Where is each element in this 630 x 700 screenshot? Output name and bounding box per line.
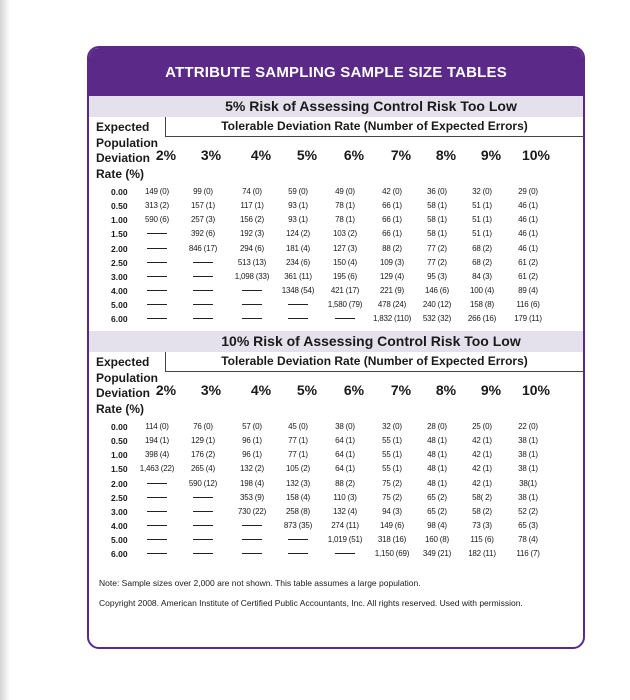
not-applicable-dash bbox=[181, 314, 225, 323]
sample-size-cell: 349 (21) bbox=[422, 549, 452, 558]
sample-size-cell: 42 (0) bbox=[382, 187, 402, 196]
notes bbox=[99, 577, 573, 610]
dash-line bbox=[147, 497, 167, 498]
sample-size-cell: 149 (6) bbox=[380, 521, 404, 530]
rate-header: 3% bbox=[200, 382, 222, 398]
header-left-line: Rate (%) bbox=[96, 166, 145, 181]
rate-header: 2% bbox=[155, 382, 177, 398]
rate-header: 6% bbox=[343, 382, 365, 398]
sample-size-cell: 110 (3) bbox=[333, 493, 357, 502]
sample-size-cell: 89 (4) bbox=[518, 286, 538, 295]
sample-size-cell: 115 (6) bbox=[470, 535, 494, 544]
sample-size-cell: 48 (1) bbox=[427, 436, 447, 445]
page-edge-shadow bbox=[0, 0, 10, 700]
header-left-line: Population bbox=[96, 370, 158, 385]
sample-size-cell: 64 (1) bbox=[335, 436, 355, 445]
deviation-rate-cell: 6.00 bbox=[111, 549, 128, 559]
sample-size-cell: 182 (11) bbox=[468, 549, 496, 558]
deviation-rate-cell: 0.00 bbox=[111, 187, 128, 197]
not-applicable-dash bbox=[230, 535, 274, 544]
sample-size-cell: 149 (0) bbox=[145, 187, 169, 196]
header-left-line: Population bbox=[96, 135, 158, 150]
sample-size-cell: 1,832 (110) bbox=[372, 314, 412, 323]
rate-header: 7% bbox=[390, 147, 412, 163]
sample-size-cell: 116 (7) bbox=[516, 549, 540, 558]
not-applicable-dash bbox=[181, 272, 225, 281]
not-applicable-dash bbox=[230, 521, 274, 530]
sample-size-cell: 46 (1) bbox=[518, 244, 538, 253]
dash-line bbox=[242, 290, 262, 291]
not-applicable-dash bbox=[181, 535, 225, 544]
sample-size-cell: 38 (1) bbox=[518, 436, 538, 445]
sample-size-cell: 221 (9) bbox=[380, 286, 404, 295]
deviation-rate-cell: 1.50 bbox=[111, 229, 128, 239]
sample-size-cell: 45 (0) bbox=[288, 422, 308, 431]
dash-line bbox=[193, 262, 213, 263]
sample-size-cell: 88 (2) bbox=[335, 479, 355, 488]
sample-size-cell: 1,019 (51) bbox=[327, 535, 363, 544]
sample-size-cell: 313 (2) bbox=[145, 201, 169, 210]
dash-line bbox=[147, 318, 167, 319]
rate-header: 7% bbox=[390, 382, 412, 398]
sample-size-cell: 109 (3) bbox=[380, 258, 404, 267]
sample-size-cell: 46 (1) bbox=[518, 215, 538, 224]
sample-size-cell: 96 (1) bbox=[242, 436, 262, 445]
sample-size-cell: 132 (4) bbox=[333, 507, 357, 516]
sample-size-cell: 158 (4) bbox=[286, 493, 310, 502]
rate-header: 4% bbox=[250, 147, 272, 163]
sample-size-cell: 265 (4) bbox=[191, 464, 215, 473]
not-applicable-dash bbox=[181, 493, 225, 502]
sample-size-cell: 361 (11) bbox=[284, 272, 312, 281]
dash-line bbox=[193, 318, 213, 319]
sample-size-cell: 52 (2) bbox=[518, 507, 538, 516]
sample-size-cell: 478 (24) bbox=[377, 300, 407, 309]
sample-size-cell: 93 (1) bbox=[288, 201, 308, 210]
not-applicable-dash bbox=[181, 521, 225, 530]
section-ten-percent-risk bbox=[89, 331, 583, 566]
sample-size-cell: 114 (0) bbox=[145, 422, 169, 431]
sample-size-cell: 160 (8) bbox=[425, 535, 449, 544]
sample-size-cell: 132 (3) bbox=[286, 479, 310, 488]
table-frame bbox=[87, 46, 585, 649]
sample-size-cell: 258 (8) bbox=[286, 507, 310, 516]
header-left-line: Expected bbox=[96, 355, 150, 369]
sample-size-cell: 46 (1) bbox=[518, 229, 538, 238]
tolerable-deviation-rate-header: Tolerable Deviation Rate (Number of Expected Errors) bbox=[165, 352, 583, 372]
sample-size-cell: 127 (3) bbox=[333, 244, 357, 253]
sample-size-cell: 48 (1) bbox=[427, 479, 447, 488]
sample-size-cell: 65 (2) bbox=[427, 493, 447, 502]
sample-size-cell: 61 (2) bbox=[518, 258, 538, 267]
sample-size-cell: 58 (1) bbox=[427, 229, 447, 238]
dash-line bbox=[288, 318, 308, 319]
sample-size-cell: 95 (3) bbox=[427, 272, 447, 281]
sample-size-cell: 117 (1) bbox=[240, 201, 264, 210]
sample-size-cell: 181 (4) bbox=[286, 244, 310, 253]
not-applicable-dash bbox=[230, 549, 274, 558]
not-applicable-dash bbox=[276, 549, 320, 558]
sample-size-cell: 51 (1) bbox=[472, 201, 492, 210]
sample-size-cell: 59 (0) bbox=[288, 187, 308, 196]
sample-size-cell: 274 (11) bbox=[331, 521, 359, 530]
not-applicable-dash bbox=[135, 314, 179, 323]
section-five-percent-risk bbox=[89, 96, 583, 331]
not-applicable-dash bbox=[135, 479, 179, 488]
not-applicable-dash bbox=[230, 286, 274, 295]
not-applicable-dash bbox=[181, 300, 225, 309]
sample-size-cell: 28 (0) bbox=[427, 422, 447, 431]
not-applicable-dash bbox=[323, 549, 367, 558]
sample-size-cell: 36 (0) bbox=[427, 187, 447, 196]
deviation-rate-cell: 2.50 bbox=[111, 493, 128, 503]
sample-size-cell: 266 (16) bbox=[467, 314, 497, 323]
copyright-text: Copyright 2008. American Institute of Certified Public Accountants, Inc. All rights reserved. Used with permission. bbox=[99, 598, 523, 608]
dash-line bbox=[147, 304, 167, 305]
dash-line bbox=[193, 553, 213, 554]
sample-size-cell: 77 (1) bbox=[288, 450, 308, 459]
not-applicable-dash bbox=[135, 244, 179, 253]
sample-size-cell: 55 (1) bbox=[382, 464, 402, 473]
dash-line bbox=[147, 276, 167, 277]
sample-size-cell: 29 (0) bbox=[518, 187, 538, 196]
deviation-rate-cell: 3.00 bbox=[111, 507, 128, 517]
dash-line bbox=[147, 483, 167, 484]
dash-line bbox=[147, 262, 167, 263]
sample-size-cell: 398 (4) bbox=[145, 450, 169, 459]
sample-size-cell: 75 (2) bbox=[382, 493, 402, 502]
dash-line bbox=[147, 233, 167, 234]
sample-size-cell: 66 (1) bbox=[382, 215, 402, 224]
deviation-rate-cell: 0.50 bbox=[111, 436, 128, 446]
sample-size-cell: 38 (1) bbox=[518, 493, 538, 502]
sample-size-cell: 294 (6) bbox=[240, 244, 264, 253]
dash-line bbox=[147, 539, 167, 540]
deviation-rate-cell: 1.00 bbox=[111, 215, 128, 225]
deviation-rate-cell: 0.00 bbox=[111, 422, 128, 432]
sample-size-cell: 158 (8) bbox=[470, 300, 494, 309]
dash-line bbox=[193, 276, 213, 277]
sample-size-cell: 84 (3) bbox=[472, 272, 492, 281]
sample-size-cell: 73 (3) bbox=[472, 521, 492, 530]
rate-header: 9% bbox=[480, 147, 502, 163]
deviation-rate-cell: 6.00 bbox=[111, 314, 128, 324]
tolerable-deviation-rate-header: Tolerable Deviation Rate (Number of Expected Errors) bbox=[165, 117, 583, 137]
deviation-rate-cell: 1.00 bbox=[111, 450, 128, 460]
sample-size-cell: 77 (2) bbox=[427, 258, 447, 267]
sample-size-cell: 25 (0) bbox=[472, 422, 492, 431]
dash-line bbox=[242, 525, 262, 526]
not-applicable-dash bbox=[230, 314, 274, 323]
not-applicable-dash bbox=[135, 507, 179, 516]
dash-line bbox=[193, 511, 213, 512]
sample-size-cell: 65 (2) bbox=[427, 507, 447, 516]
sample-size-cell: 68 (2) bbox=[472, 258, 492, 267]
sample-size-cell: 42 (1) bbox=[472, 464, 492, 473]
sample-size-cell: 51 (1) bbox=[472, 215, 492, 224]
deviation-rate-cell: 2.00 bbox=[111, 479, 128, 489]
section-header bbox=[89, 352, 583, 416]
deviation-rate-cell: 3.00 bbox=[111, 272, 128, 282]
sample-size-cell: 58 (1) bbox=[427, 201, 447, 210]
sections-container bbox=[89, 96, 583, 566]
sample-size-cell: 48 (1) bbox=[427, 450, 447, 459]
sample-size-cell: 22 (0) bbox=[518, 422, 538, 431]
dash-line bbox=[193, 525, 213, 526]
sample-size-cell: 1,580 (79) bbox=[327, 300, 363, 309]
sample-size-cell: 99 (0) bbox=[193, 187, 213, 196]
sample-size-table-body bbox=[89, 181, 583, 331]
header-left-line: Deviation bbox=[96, 151, 151, 165]
sample-size-cell: 116 (6) bbox=[516, 300, 540, 309]
sample-size-cell: 590 (6) bbox=[145, 215, 169, 224]
sample-size-cell: 64 (1) bbox=[335, 450, 355, 459]
sample-size-cell: 46 (1) bbox=[518, 201, 538, 210]
sample-size-cell: 194 (1) bbox=[145, 436, 169, 445]
sample-size-cell: 105 (2) bbox=[286, 464, 310, 473]
sample-size-cell: 1,463 (22) bbox=[139, 464, 175, 473]
rate-header: 8% bbox=[435, 382, 457, 398]
rate-header: 5% bbox=[296, 382, 318, 398]
dash-line bbox=[335, 553, 355, 554]
sample-size-cell: 61 (2) bbox=[518, 272, 538, 281]
sample-size-cell: 146 (6) bbox=[425, 286, 449, 295]
not-applicable-dash bbox=[276, 314, 320, 323]
deviation-rate-cell: 4.00 bbox=[111, 286, 128, 296]
rate-column-headers bbox=[155, 147, 583, 167]
table-title: ATTRIBUTE SAMPLING SAMPLE SIZE TABLES bbox=[89, 48, 583, 96]
sample-size-cell: 55 (1) bbox=[382, 450, 402, 459]
dash-line bbox=[242, 304, 262, 305]
sample-size-cell: 66 (1) bbox=[382, 201, 402, 210]
deviation-rate-cell: 5.00 bbox=[111, 535, 128, 545]
sample-size-cell: 38 (0) bbox=[335, 422, 355, 431]
rate-column-headers bbox=[155, 382, 583, 402]
sample-size-cell: 42 (1) bbox=[472, 450, 492, 459]
sample-size-cell: 192 (3) bbox=[240, 229, 264, 238]
dash-line bbox=[193, 497, 213, 498]
not-applicable-dash bbox=[135, 549, 179, 558]
header-left-line: Deviation bbox=[96, 386, 151, 400]
deviation-rate-cell: 5.00 bbox=[111, 300, 128, 310]
sample-size-cell: 129 (4) bbox=[380, 272, 404, 281]
not-applicable-dash bbox=[135, 535, 179, 544]
sample-size-cell: 78 (1) bbox=[335, 215, 355, 224]
sample-size-cell: 157 (1) bbox=[191, 201, 215, 210]
sample-size-cell: 198 (4) bbox=[240, 479, 264, 488]
sample-size-cell: 32 (0) bbox=[382, 422, 402, 431]
sample-size-table-body bbox=[89, 416, 583, 566]
sample-size-cell: 38 (1) bbox=[518, 464, 538, 473]
sample-size-cell: 257 (3) bbox=[191, 215, 215, 224]
sample-size-cell: 57 (0) bbox=[242, 422, 262, 431]
sample-size-cell: 51 (1) bbox=[472, 229, 492, 238]
sample-size-cell: 179 (11) bbox=[514, 314, 542, 323]
note-text: Note: Sample sizes over 2,000 are not shown. This table assumes a large population. bbox=[99, 578, 421, 588]
dash-line bbox=[242, 539, 262, 540]
sample-size-cell: 78 (1) bbox=[335, 201, 355, 210]
sample-size-cell: 195 (6) bbox=[333, 272, 357, 281]
not-applicable-dash bbox=[181, 286, 225, 295]
section-title: 10% Risk of Assessing Control Risk Too Low bbox=[89, 331, 583, 352]
sample-size-cell: 64 (1) bbox=[335, 464, 355, 473]
sample-size-cell: 132 (2) bbox=[240, 464, 264, 473]
dash-line bbox=[193, 290, 213, 291]
deviation-rate-cell: 4.00 bbox=[111, 521, 128, 531]
dash-line bbox=[288, 553, 308, 554]
sample-size-cell: 100 (4) bbox=[470, 286, 494, 295]
dash-line bbox=[242, 318, 262, 319]
dash-line bbox=[147, 511, 167, 512]
sample-size-cell: 38(1) bbox=[519, 479, 537, 488]
sample-size-cell: 75 (2) bbox=[382, 479, 402, 488]
sample-size-cell: 93 (1) bbox=[288, 215, 308, 224]
sample-size-cell: 98 (4) bbox=[427, 521, 447, 530]
rate-header: 8% bbox=[435, 147, 457, 163]
dash-line bbox=[147, 248, 167, 249]
sample-size-cell: 1348 (54) bbox=[281, 286, 315, 295]
rate-header: 3% bbox=[200, 147, 222, 163]
sample-size-cell: 1,150 (69) bbox=[374, 549, 410, 558]
dash-line bbox=[288, 539, 308, 540]
sample-size-cell: 392 (6) bbox=[191, 229, 215, 238]
sample-size-cell: 42 (1) bbox=[472, 479, 492, 488]
not-applicable-dash bbox=[135, 258, 179, 267]
sample-size-cell: 730 (22) bbox=[237, 507, 267, 516]
dash-line bbox=[147, 525, 167, 526]
not-applicable-dash bbox=[135, 493, 179, 502]
rate-header: 6% bbox=[343, 147, 365, 163]
rate-header: 4% bbox=[250, 382, 272, 398]
sample-size-cell: 78 (4) bbox=[518, 535, 538, 544]
deviation-rate-cell: 2.00 bbox=[111, 244, 128, 254]
sample-size-cell: 94 (3) bbox=[382, 507, 402, 516]
rate-header: 10% bbox=[521, 382, 551, 398]
sample-size-cell: 234 (6) bbox=[286, 258, 310, 267]
sample-size-cell: 176 (2) bbox=[191, 450, 215, 459]
sample-size-cell: 124 (2) bbox=[286, 229, 310, 238]
rate-header: 10% bbox=[521, 147, 551, 163]
sample-size-cell: 150 (4) bbox=[333, 258, 357, 267]
dash-line bbox=[242, 553, 262, 554]
sample-size-cell: 58 (1) bbox=[427, 215, 447, 224]
sample-size-cell: 532 (32) bbox=[422, 314, 452, 323]
not-applicable-dash bbox=[135, 286, 179, 295]
dash-line bbox=[147, 290, 167, 291]
dash-line bbox=[335, 318, 355, 319]
not-applicable-dash bbox=[135, 521, 179, 530]
rate-header: 9% bbox=[480, 382, 502, 398]
sample-size-cell: 58( 2) bbox=[472, 493, 492, 502]
not-applicable-dash bbox=[135, 272, 179, 281]
sample-size-cell: 58 (2) bbox=[472, 507, 492, 516]
not-applicable-dash bbox=[276, 300, 320, 309]
dash-line bbox=[193, 304, 213, 305]
dash-line bbox=[288, 304, 308, 305]
sample-size-cell: 32 (0) bbox=[472, 187, 492, 196]
deviation-rate-cell: 0.50 bbox=[111, 201, 128, 211]
sample-size-cell: 240 (12) bbox=[422, 300, 452, 309]
section-header bbox=[89, 117, 583, 181]
not-applicable-dash bbox=[135, 229, 179, 238]
rate-header: 5% bbox=[296, 147, 318, 163]
not-applicable-dash bbox=[230, 300, 274, 309]
dash-line bbox=[147, 553, 167, 554]
sample-size-cell: 590 (12) bbox=[188, 479, 218, 488]
sample-size-cell: 49 (0) bbox=[335, 187, 355, 196]
section-title: 5% Risk of Assessing Control Risk Too Low bbox=[89, 96, 583, 117]
dash-line bbox=[193, 539, 213, 540]
sample-size-cell: 38 (1) bbox=[518, 450, 538, 459]
sample-size-cell: 48 (1) bbox=[427, 464, 447, 473]
not-applicable-dash bbox=[276, 535, 320, 544]
sample-size-cell: 421 (17) bbox=[330, 286, 360, 295]
sample-size-cell: 76 (0) bbox=[193, 422, 213, 431]
sample-size-cell: 66 (1) bbox=[382, 229, 402, 238]
sample-size-cell: 846 (17) bbox=[188, 244, 218, 253]
not-applicable-dash bbox=[323, 314, 367, 323]
header-left-line: Rate (%) bbox=[96, 401, 145, 416]
sample-size-cell: 318 (16) bbox=[377, 535, 407, 544]
not-applicable-dash bbox=[181, 258, 225, 267]
sample-size-cell: 65 (3) bbox=[518, 521, 538, 530]
sample-size-cell: 1,098 (33) bbox=[234, 272, 270, 281]
not-applicable-dash bbox=[135, 300, 179, 309]
header-left-line: Expected bbox=[96, 120, 150, 134]
not-applicable-dash bbox=[181, 549, 225, 558]
rate-header: 2% bbox=[155, 147, 177, 163]
sample-size-cell: 88 (2) bbox=[382, 244, 402, 253]
sample-size-cell: 103 (2) bbox=[333, 229, 357, 238]
sample-size-cell: 96 (1) bbox=[242, 450, 262, 459]
sample-size-cell: 129 (1) bbox=[191, 436, 215, 445]
sample-size-cell: 74 (0) bbox=[242, 187, 262, 196]
sample-size-cell: 77 (1) bbox=[288, 436, 308, 445]
sample-size-cell: 513 (13) bbox=[237, 258, 267, 267]
sample-size-cell: 55 (1) bbox=[382, 436, 402, 445]
sample-size-cell: 77 (2) bbox=[427, 244, 447, 253]
deviation-rate-cell: 2.50 bbox=[111, 258, 128, 268]
sample-size-cell: 353 (9) bbox=[240, 493, 264, 502]
sample-size-cell: 873 (35) bbox=[283, 521, 313, 530]
sample-size-cell: 42 (1) bbox=[472, 436, 492, 445]
sample-size-cell: 68 (2) bbox=[472, 244, 492, 253]
not-applicable-dash bbox=[181, 507, 225, 516]
sample-size-cell: 156 (2) bbox=[240, 215, 264, 224]
deviation-rate-cell: 1.50 bbox=[111, 464, 128, 474]
